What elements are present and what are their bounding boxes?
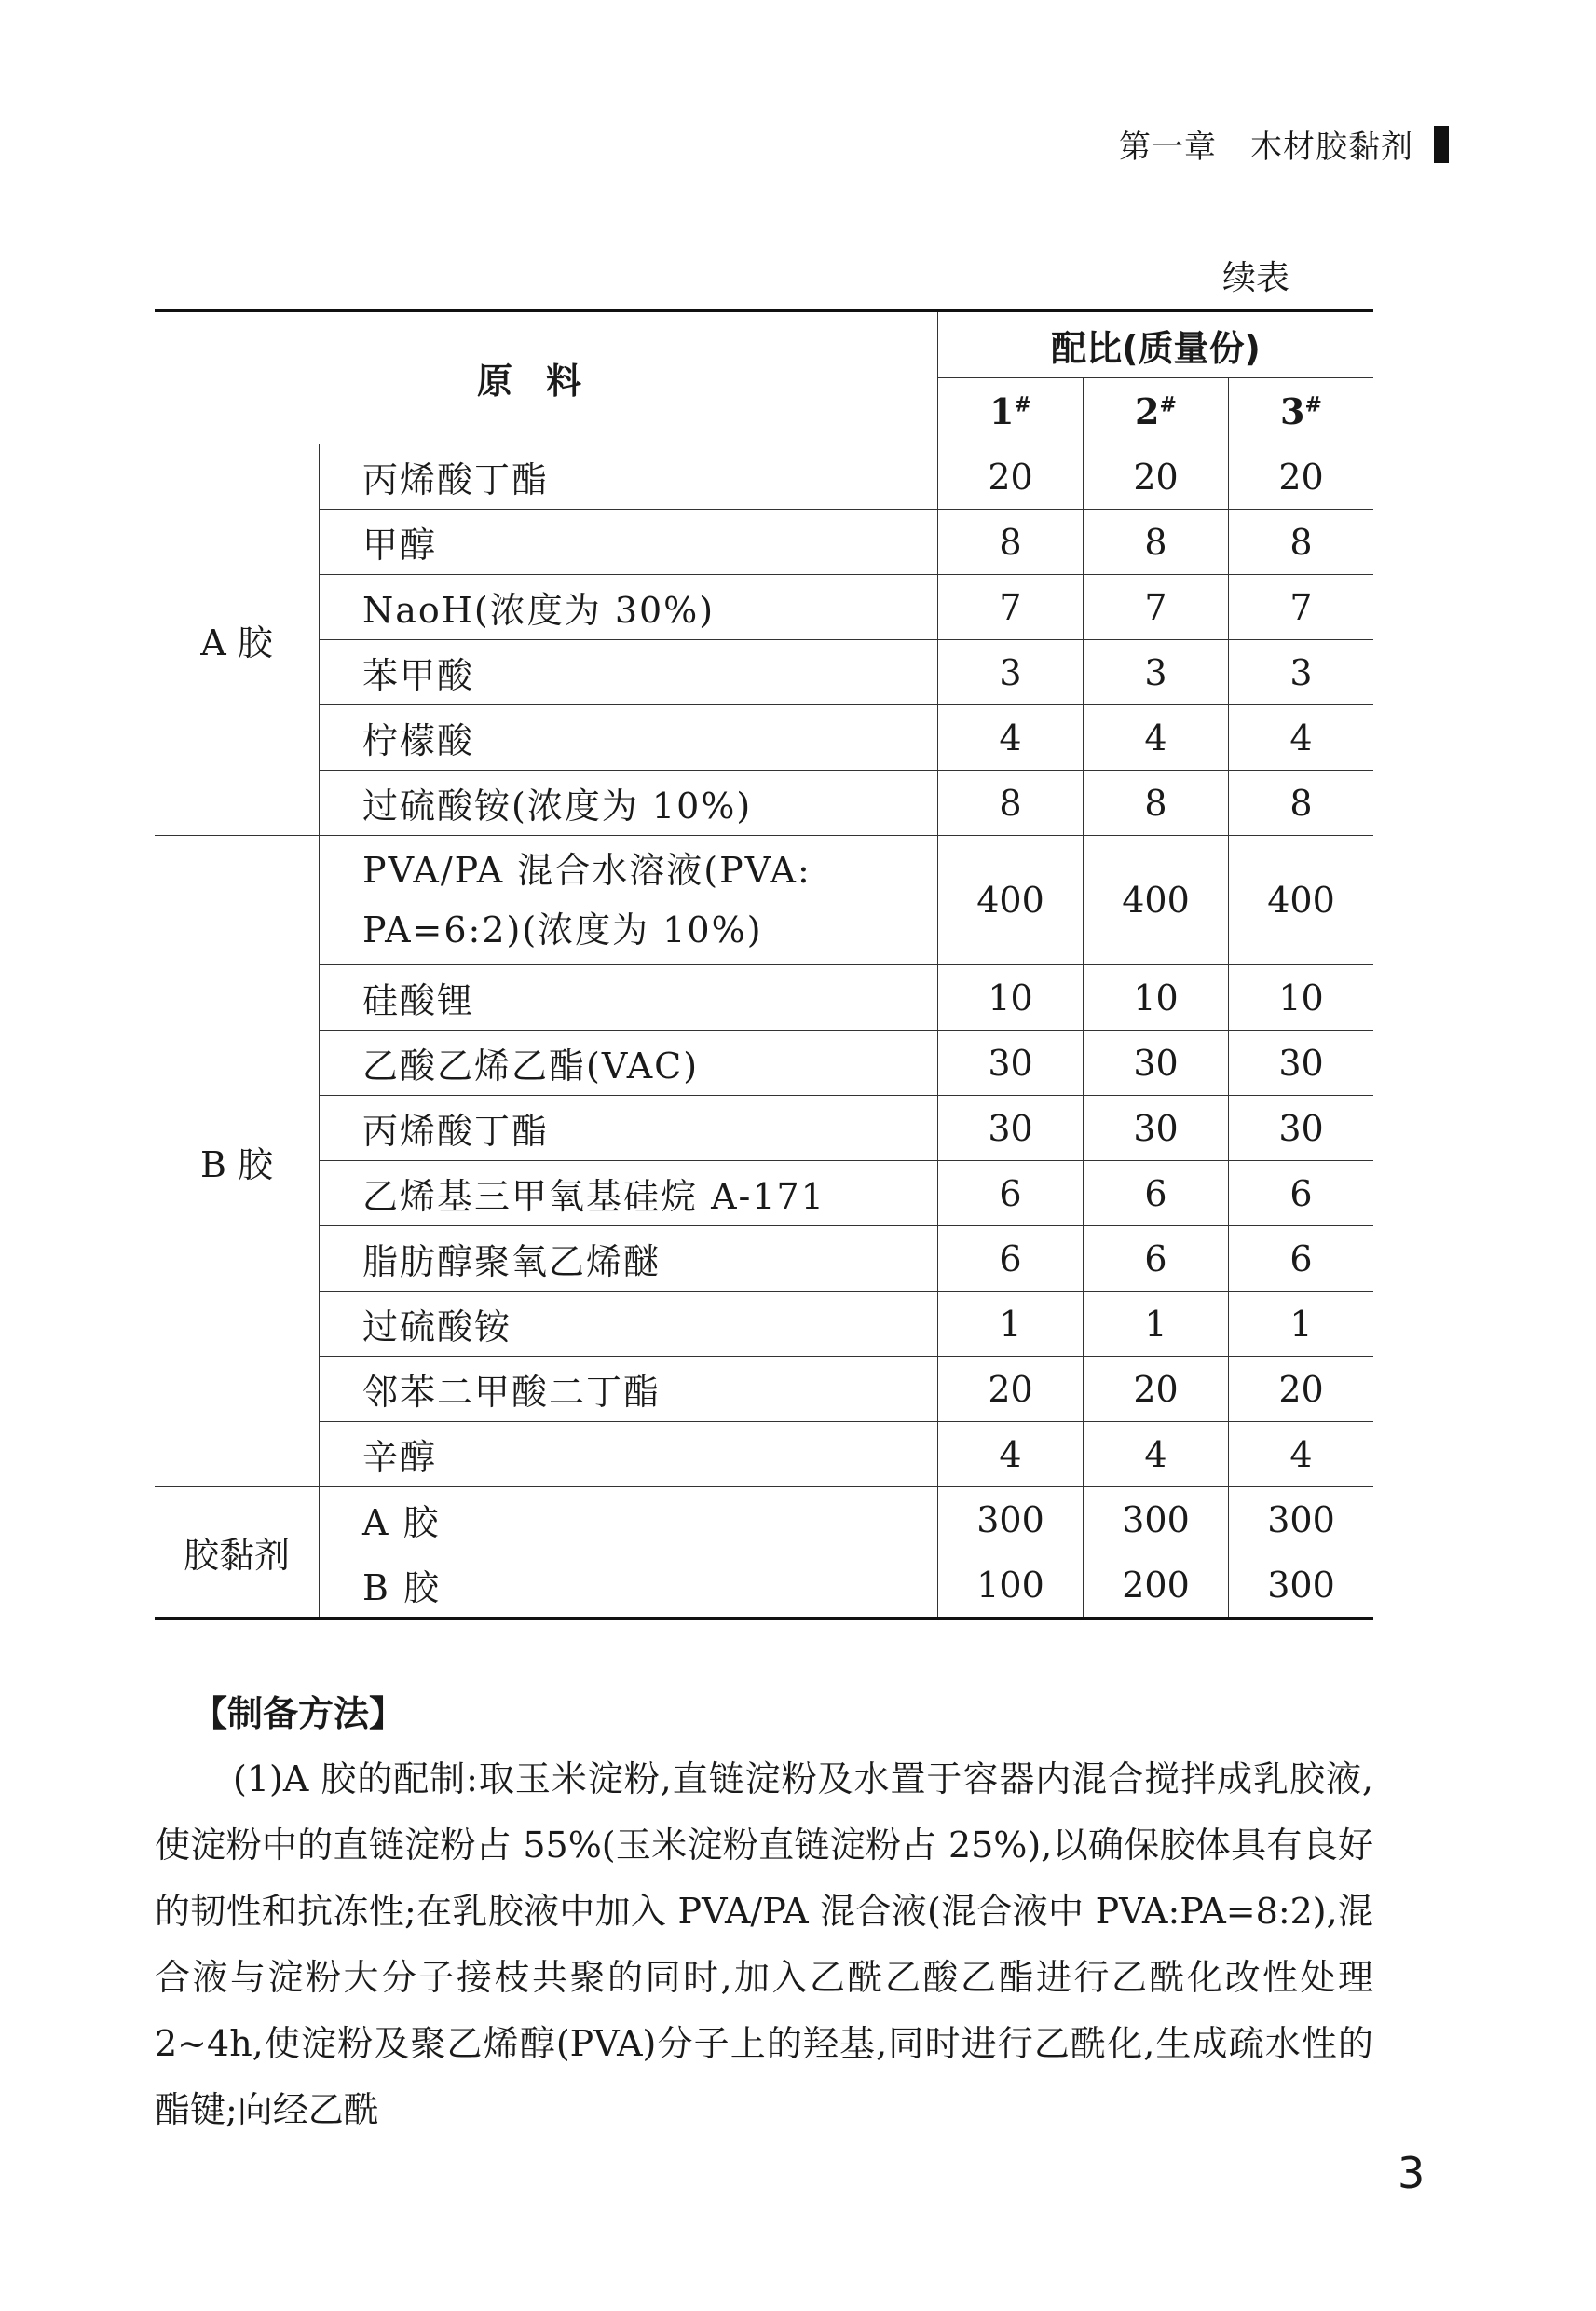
chapter-title: 木材胶黏剂 — [1250, 129, 1413, 166]
table-row — [155, 640, 1373, 705]
value-cell: 6 — [938, 1161, 1084, 1226]
table-row — [155, 1292, 1373, 1357]
value-cell: 4 — [938, 705, 1084, 771]
material-cell: 过硫酸铵(浓度为 10%) — [320, 771, 938, 836]
value-cell: 10 — [1229, 965, 1374, 1031]
value-cell: 6 — [938, 1226, 1084, 1292]
value-cell: 20 — [1229, 1357, 1374, 1422]
value-cell: 4 — [1084, 1422, 1229, 1487]
table-row — [155, 444, 1373, 510]
value-cell: 4 — [1229, 705, 1374, 771]
value-cell: 100 — [938, 1552, 1084, 1619]
value-cell: 4 — [1229, 1422, 1374, 1487]
value-cell: 10 — [1084, 965, 1229, 1031]
value-cell: 300 — [1229, 1487, 1374, 1552]
table-row — [155, 1161, 1373, 1226]
material-cell: NaoH(浓度为 30%) — [320, 575, 938, 640]
value-cell: 20 — [938, 444, 1084, 510]
table-row — [155, 771, 1373, 836]
value-cell: 300 — [1084, 1487, 1229, 1552]
value-cell: 6 — [1229, 1161, 1374, 1226]
value-cell: 8 — [1229, 510, 1374, 575]
material-cell: 丙烯酸丁酯 — [320, 444, 938, 510]
material-cell: 过硫酸铵 — [320, 1292, 938, 1357]
value-cell: 4 — [938, 1422, 1084, 1487]
value-cell: 1 — [938, 1292, 1084, 1357]
material-cell: 甲醇 — [320, 510, 938, 575]
value-cell: 30 — [938, 1096, 1084, 1161]
table-row — [155, 1422, 1373, 1487]
continued-label: 续表 — [1222, 259, 1290, 297]
chapter-number: 第一章 — [1119, 129, 1217, 166]
value-cell: 30 — [1084, 1031, 1229, 1096]
material-cell: 乙烯基三甲氧基硅烷 A-171 — [320, 1161, 938, 1226]
raw-material-header: 原料 — [155, 311, 938, 444]
group-label-adhesive: 胶黏剂 — [155, 1487, 320, 1619]
body-paragraph: (1)A 胶的配制:取玉米淀粉,直链淀粉及水置于容器内混合搅拌成乳胶液,使淀粉中的直链淀粉占 55%(玉米淀粉直链淀粉占 25%),以确保胶体具有良好的韧性和抗冻性;在乳胶液中加入 PVA/PA 混合液(混合液中 PVA:PA=8:2),混合液与淀粉大分子接枝共聚的同时,加入乙酰乙酸乙酯进行乙酰化改性处理 2~4h,使淀粉及聚乙烯醇(PVA)分子上的羟基,同时进行乙酰化,生成疏水性的酯键;向经乙酰 — [155, 1758, 1373, 2130]
page-number: 3 — [1398, 2148, 1425, 2198]
value-cell: 7 — [1229, 575, 1374, 640]
value-cell: 400 — [1229, 836, 1374, 965]
running-header — [1119, 121, 1449, 167]
value-cell: 20 — [1084, 444, 1229, 510]
value-cell: 30 — [1229, 1096, 1374, 1161]
table-row — [155, 1357, 1373, 1422]
column-header-2: 2# — [1084, 378, 1229, 444]
value-cell: 30 — [1084, 1096, 1229, 1161]
value-cell: 6 — [1084, 1161, 1229, 1226]
value-cell: 8 — [938, 771, 1084, 836]
value-cell: 400 — [938, 836, 1084, 965]
column-header-3: 3# — [1229, 378, 1374, 444]
value-cell: 300 — [1229, 1552, 1374, 1619]
table-row — [155, 1096, 1373, 1161]
header-marker-bar — [1434, 126, 1449, 163]
value-cell: 10 — [938, 965, 1084, 1031]
table-row — [155, 705, 1373, 771]
value-cell: 3 — [1229, 640, 1374, 705]
table-row — [155, 1031, 1373, 1096]
material-cell: 丙烯酸丁酯 — [320, 1096, 938, 1161]
value-cell: 1 — [1084, 1292, 1229, 1357]
material-cell: 柠檬酸 — [320, 705, 938, 771]
table-row — [155, 1552, 1373, 1619]
formula-table — [155, 309, 1373, 1620]
value-cell: 6 — [1084, 1226, 1229, 1292]
value-cell: 8 — [938, 510, 1084, 575]
material-cell: 脂肪醇聚氧乙烯醚 — [320, 1226, 938, 1292]
ratio-header: 配比(质量份) — [938, 311, 1374, 378]
value-cell: 3 — [938, 640, 1084, 705]
value-cell: 20 — [1229, 444, 1374, 510]
value-cell: 200 — [1084, 1552, 1229, 1619]
table-row — [155, 1487, 1373, 1552]
value-cell: 8 — [1229, 771, 1374, 836]
value-cell: 3 — [1084, 640, 1229, 705]
material-cell: A 胶 — [320, 1487, 938, 1552]
material-cell: 辛醇 — [320, 1422, 938, 1487]
material-cell — [320, 836, 938, 965]
value-cell: 400 — [1084, 836, 1229, 965]
value-cell: 7 — [938, 575, 1084, 640]
table-row — [155, 836, 1373, 965]
value-cell: 20 — [1084, 1357, 1229, 1422]
value-cell: 4 — [1084, 705, 1229, 771]
value-cell: 8 — [1084, 771, 1229, 836]
group-label-a: A 胶 — [155, 444, 320, 836]
column-header-1: 1# — [938, 378, 1084, 444]
material-line-2: PA=6:2)(浓度为 10%) — [362, 909, 763, 950]
table-row — [155, 1226, 1373, 1292]
material-cell: 邻苯二甲酸二丁酯 — [320, 1357, 938, 1422]
value-cell: 7 — [1084, 575, 1229, 640]
value-cell: 30 — [938, 1031, 1084, 1096]
table-row — [155, 510, 1373, 575]
group-label-b: B 胶 — [155, 836, 320, 1487]
value-cell: 1 — [1229, 1292, 1374, 1357]
value-cell: 300 — [938, 1487, 1084, 1552]
material-line-1: PVA/PA 混合水溶液(PVA: — [362, 850, 812, 891]
material-cell: B 胶 — [320, 1552, 938, 1619]
material-cell: 乙酸乙烯乙酯(VAC) — [320, 1031, 938, 1096]
table-row — [155, 575, 1373, 640]
value-cell: 8 — [1084, 510, 1229, 575]
material-cell: 苯甲酸 — [320, 640, 938, 705]
material-cell: 硅酸锂 — [320, 965, 938, 1031]
table-row — [155, 965, 1373, 1031]
value-cell: 20 — [938, 1357, 1084, 1422]
section-heading: 【制备方法】 — [192, 1693, 405, 1734]
value-cell: 6 — [1229, 1226, 1374, 1292]
value-cell: 30 — [1229, 1031, 1374, 1096]
